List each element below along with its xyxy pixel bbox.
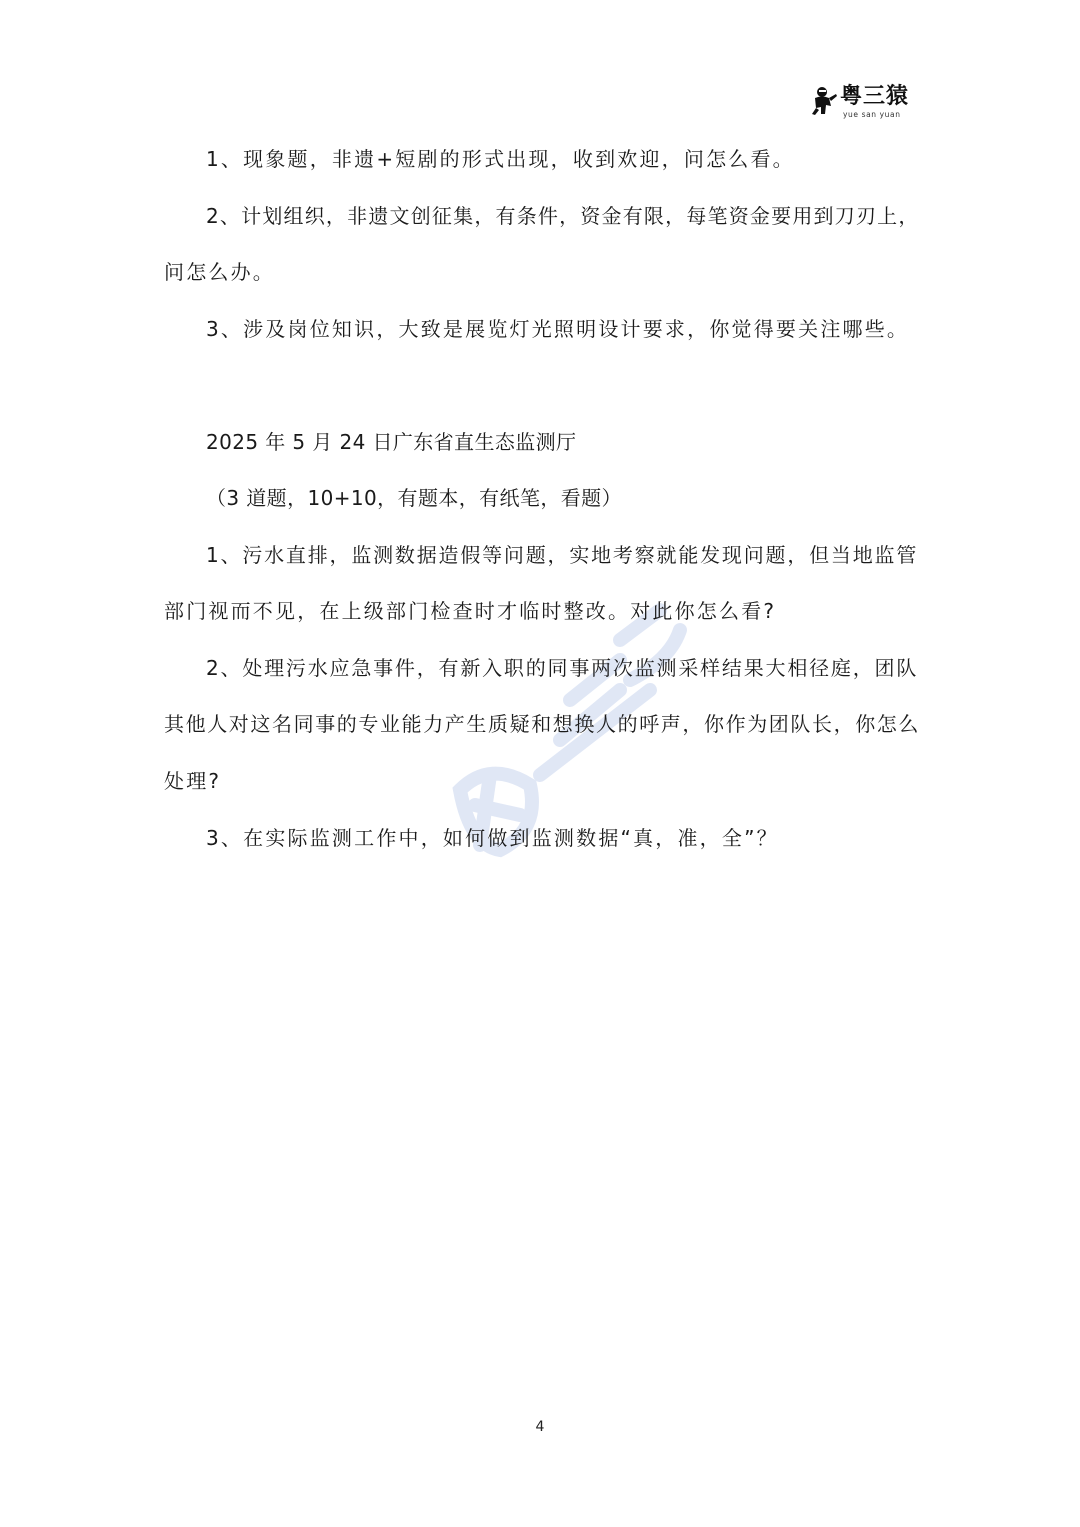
brand-logo bbox=[810, 84, 910, 122]
section2-title: 2025 年 5 月 24 日广东省直生态监测厅 bbox=[206, 430, 577, 454]
section1-item-2: 2、计划组织，非遗文创征集，有条件，资金有限，每笔资金要用到刀刃上， bbox=[206, 204, 920, 228]
logo-subtitle: yue san yuan bbox=[843, 110, 901, 119]
section2-item-3: 3、在实际监测工作中，如何做到监测数据“真，准，全”？ bbox=[206, 826, 779, 850]
logo-text: 粤三猿 bbox=[840, 84, 910, 109]
section2-item-2-cont2: 处理? bbox=[164, 769, 222, 793]
section1-item-3: 3、涉及岗位知识，大致是展览灯光照明设计要求，你觉得要关注哪些。 bbox=[206, 317, 910, 341]
section1-item-1: 1、现象题，非遗+短剧的形式出现，收到欢迎，问怎么看。 bbox=[206, 147, 795, 171]
section2-note: （3 道题，10+10，有题本，有纸笔，看题） bbox=[206, 486, 622, 510]
section2-item-2: 2、处理污水应急事件，有新入职的同事两次监测采样结果大相径庭，团队 bbox=[206, 656, 919, 680]
section1-item-2-cont: 问怎么办。 bbox=[164, 260, 275, 284]
section2-item-2-cont: 其他人对这名同事的专业能力产生质疑和想换人的呼声，你作为团队长，你怎么 bbox=[164, 712, 920, 736]
section2-item-1: 1、污水直排，监测数据造假等问题，实地考察就能发现问题，但当地监管 bbox=[206, 543, 919, 567]
watermark-icon bbox=[420, 600, 700, 900]
section2-item-1-cont: 部门视而不见，在上级部门检查时才临时整改。对此你怎么看? bbox=[164, 599, 777, 623]
monkey-logo-icon bbox=[810, 86, 838, 116]
page-number: 4 bbox=[535, 1419, 545, 1435]
